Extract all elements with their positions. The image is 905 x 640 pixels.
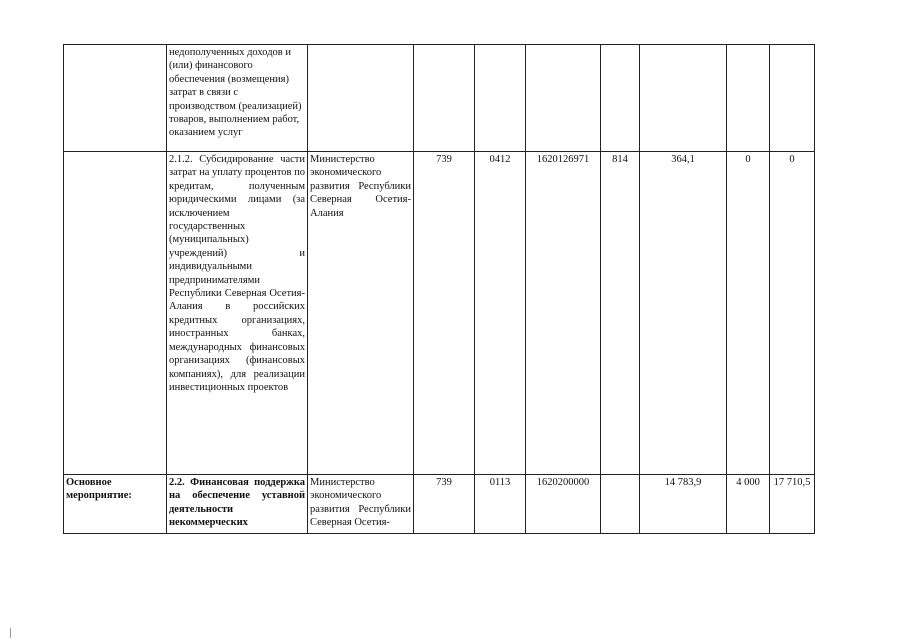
value3-cell: 0 [770, 152, 815, 475]
type-cell [64, 152, 167, 475]
grbs-cell: 739 [414, 152, 475, 475]
csr-cell: 1620126971 [526, 152, 601, 475]
value3-cell [770, 45, 815, 152]
value2-cell [727, 45, 770, 152]
type-cell [64, 475, 167, 534]
rzpr-cell [475, 45, 526, 152]
table-row-2-2 [64, 475, 815, 534]
vr-cell [601, 45, 640, 152]
csr-cell: 1620200000 [526, 475, 601, 534]
scan-edge-mark [10, 628, 11, 638]
value2-cell: 0 [727, 152, 770, 475]
table-row-2-1-2 [64, 152, 815, 475]
description-label: 2.2. Финансовая поддержка на обеспечение уставной деятельности некоммерческих [169, 477, 305, 529]
value1-cell [640, 45, 727, 152]
vr-cell: 814 [601, 152, 640, 475]
description-cell: 2.1.2. Субсидирование части затрат на уплату процентов по кредитам, полученным юридическими лицами (за исключением государственных (муниципальных) учреждений) и индивидуальными предпринимателями Республики Северная Осетия-Алания в российских кредитных организациях, иностранных банках, международных финансовых организациях (финансовых компаниях), для реализации инвестиционных проектов [167, 152, 308, 475]
value1-cell: 14 783,9 [640, 475, 727, 534]
rzpr-cell: 0113 [475, 475, 526, 534]
value2-cell: 4 000 [727, 475, 770, 534]
value3-cell: 17 710,5 [770, 475, 815, 534]
type-label: Основное мероприятие: [66, 477, 132, 502]
table-row-continuation [64, 45, 815, 152]
executor-cell: Министерство экономического развития Республики Северная Осетия- [308, 475, 414, 534]
value1-cell: 364,1 [640, 152, 727, 475]
rzpr-cell: 0412 [475, 152, 526, 475]
vr-cell [601, 475, 640, 534]
description-cell [167, 475, 308, 534]
type-cell [64, 45, 167, 152]
executor-cell: Министерство экономического развития Республики Северная Осетия-Алания [308, 152, 414, 475]
grbs-cell: 739 [414, 475, 475, 534]
grbs-cell [414, 45, 475, 152]
executor-cell [308, 45, 414, 152]
csr-cell [526, 45, 601, 152]
description-cell: недополученных доходов и (или) финансового обеспечения (возмещения) затрат в связи с производством (реализацией) товаров, выполнением работ, оказанием услуг [167, 45, 308, 152]
budget-table [63, 44, 815, 534]
